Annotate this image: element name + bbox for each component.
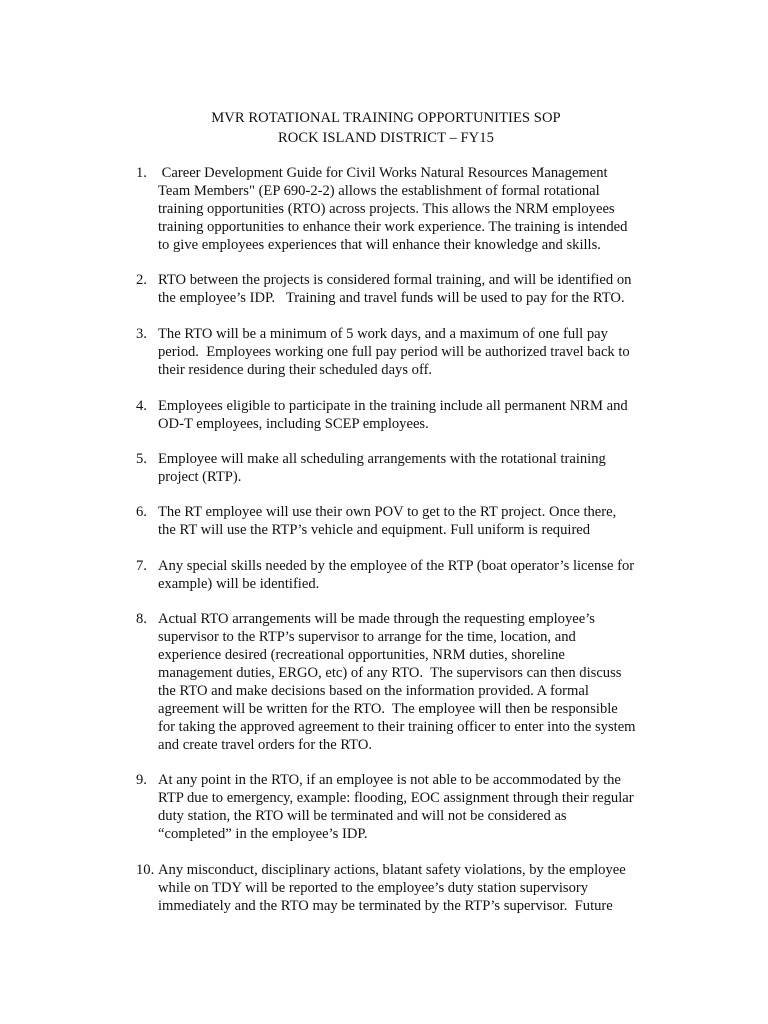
item-line: their residence during their scheduled days off. bbox=[158, 362, 433, 378]
item-text bbox=[158, 397, 656, 433]
item-line: the employee’s IDP. Training and travel funds will be used to pay for the RTO. bbox=[158, 290, 625, 306]
item-line: Employee will make all scheduling arrangements with the rotational training bbox=[158, 451, 606, 467]
item-text bbox=[158, 271, 656, 307]
item-line: training opportunities to enhance their work experience. The training is intended bbox=[158, 219, 628, 235]
title-line-1: MVR ROTATIONAL TRAINING OPPORTUNITIES SOP bbox=[211, 110, 561, 126]
item-line: for taking the approved agreement to their training officer to enter into the system bbox=[158, 719, 636, 735]
item-number: 4. bbox=[136, 398, 147, 414]
item-line: Any special skills needed by the employee of the RTP (boat operator’s license for bbox=[158, 558, 635, 574]
list-item-9 bbox=[136, 771, 656, 843]
item-line: duty station, the RTO will be terminated and will not be considered as bbox=[158, 808, 567, 824]
list-item-4 bbox=[136, 397, 656, 433]
item-line: period. Employees working one full pay period will be authorized travel back to bbox=[158, 344, 630, 360]
item-line: Any misconduct, disciplinary actions, blatant safety violations, by the employee bbox=[158, 862, 626, 878]
item-line: to give employees experiences that will enhance their knowledge and skills. bbox=[158, 237, 601, 253]
item-line: project (RTP). bbox=[158, 469, 242, 485]
item-line: experience desired (recreational opportunities, NRM duties, shoreline bbox=[158, 647, 565, 663]
item-line: Career Development Guide for Civil Works Natural Resources Management bbox=[158, 165, 608, 181]
list-item-5 bbox=[136, 450, 656, 486]
item-line: Employees eligible to participate in the training include all permanent NRM and bbox=[158, 398, 628, 414]
item-text bbox=[158, 503, 656, 539]
list-item-2 bbox=[136, 271, 656, 307]
item-text bbox=[158, 164, 656, 254]
item-number: 7. bbox=[136, 558, 147, 574]
item-line: management duties, ERGO, etc) of any RTO. The supervisors can then discuss bbox=[158, 665, 622, 681]
item-text bbox=[158, 771, 656, 843]
item-number: 1. bbox=[136, 165, 147, 181]
item-line: immediately and the RTO may be terminated by the RTP’s supervisor. Future bbox=[158, 898, 613, 914]
item-text bbox=[158, 325, 656, 379]
title-line-2: ROCK ISLAND DISTRICT – FY15 bbox=[278, 130, 494, 146]
item-line: “completed” in the employee’s IDP. bbox=[158, 826, 368, 842]
item-line: the RT will use the RTP’s vehicle and equipment. Full uniform is required bbox=[158, 522, 591, 538]
item-line: while on TDY will be reported to the employee’s duty station supervisory bbox=[158, 880, 589, 896]
item-number: 9. bbox=[136, 772, 147, 788]
item-line: and create travel orders for the RTO. bbox=[158, 737, 373, 753]
item-line: OD-T employees, including SCEP employees. bbox=[158, 416, 429, 432]
item-number: 3. bbox=[136, 326, 147, 342]
item-line: supervisor to the RTP’s supervisor to arrange for the time, location, and bbox=[158, 629, 576, 645]
list-item-8 bbox=[136, 610, 656, 754]
item-text bbox=[158, 450, 656, 486]
list-item-3 bbox=[136, 325, 656, 379]
item-number: 2. bbox=[136, 272, 147, 288]
item-line: the RTO and make decisions based on the information provided. A formal bbox=[158, 683, 589, 699]
item-number: 5. bbox=[136, 451, 147, 467]
item-line: The RT employee will use their own POV to get to the RT project. Once there, bbox=[158, 504, 617, 520]
item-line: Team Members" (EP 690-2-2) allows the establishment of formal rotational bbox=[158, 183, 600, 199]
item-line: RTP due to emergency, example: flooding, EOC assignment through their regular bbox=[158, 790, 634, 806]
item-text bbox=[158, 557, 656, 593]
list-item-6 bbox=[136, 503, 656, 539]
item-line: The RTO will be a minimum of 5 work days, and a maximum of one full pay bbox=[158, 326, 608, 342]
document-title bbox=[0, 108, 768, 148]
item-number: 10. bbox=[136, 862, 155, 878]
list-item-10 bbox=[136, 861, 656, 915]
list-item-7 bbox=[136, 557, 656, 593]
item-text bbox=[158, 610, 656, 754]
item-number: 8. bbox=[136, 611, 147, 627]
list-item-1 bbox=[136, 164, 656, 254]
item-line: example) will be identified. bbox=[158, 576, 320, 592]
item-line: training opportunities (RTO) across projects. This allows the NRM employees bbox=[158, 201, 615, 217]
item-text bbox=[158, 861, 656, 915]
item-line: agreement will be written for the RTO. The employee will then be responsible bbox=[158, 701, 618, 717]
item-line: At any point in the RTO, if an employee is not able to be accommodated by the bbox=[158, 772, 621, 788]
item-number: 6. bbox=[136, 504, 147, 520]
item-line: RTO between the projects is considered formal training, and will be identified on bbox=[158, 272, 632, 288]
item-line: Actual RTO arrangements will be made through the requesting employee’s bbox=[158, 611, 595, 627]
